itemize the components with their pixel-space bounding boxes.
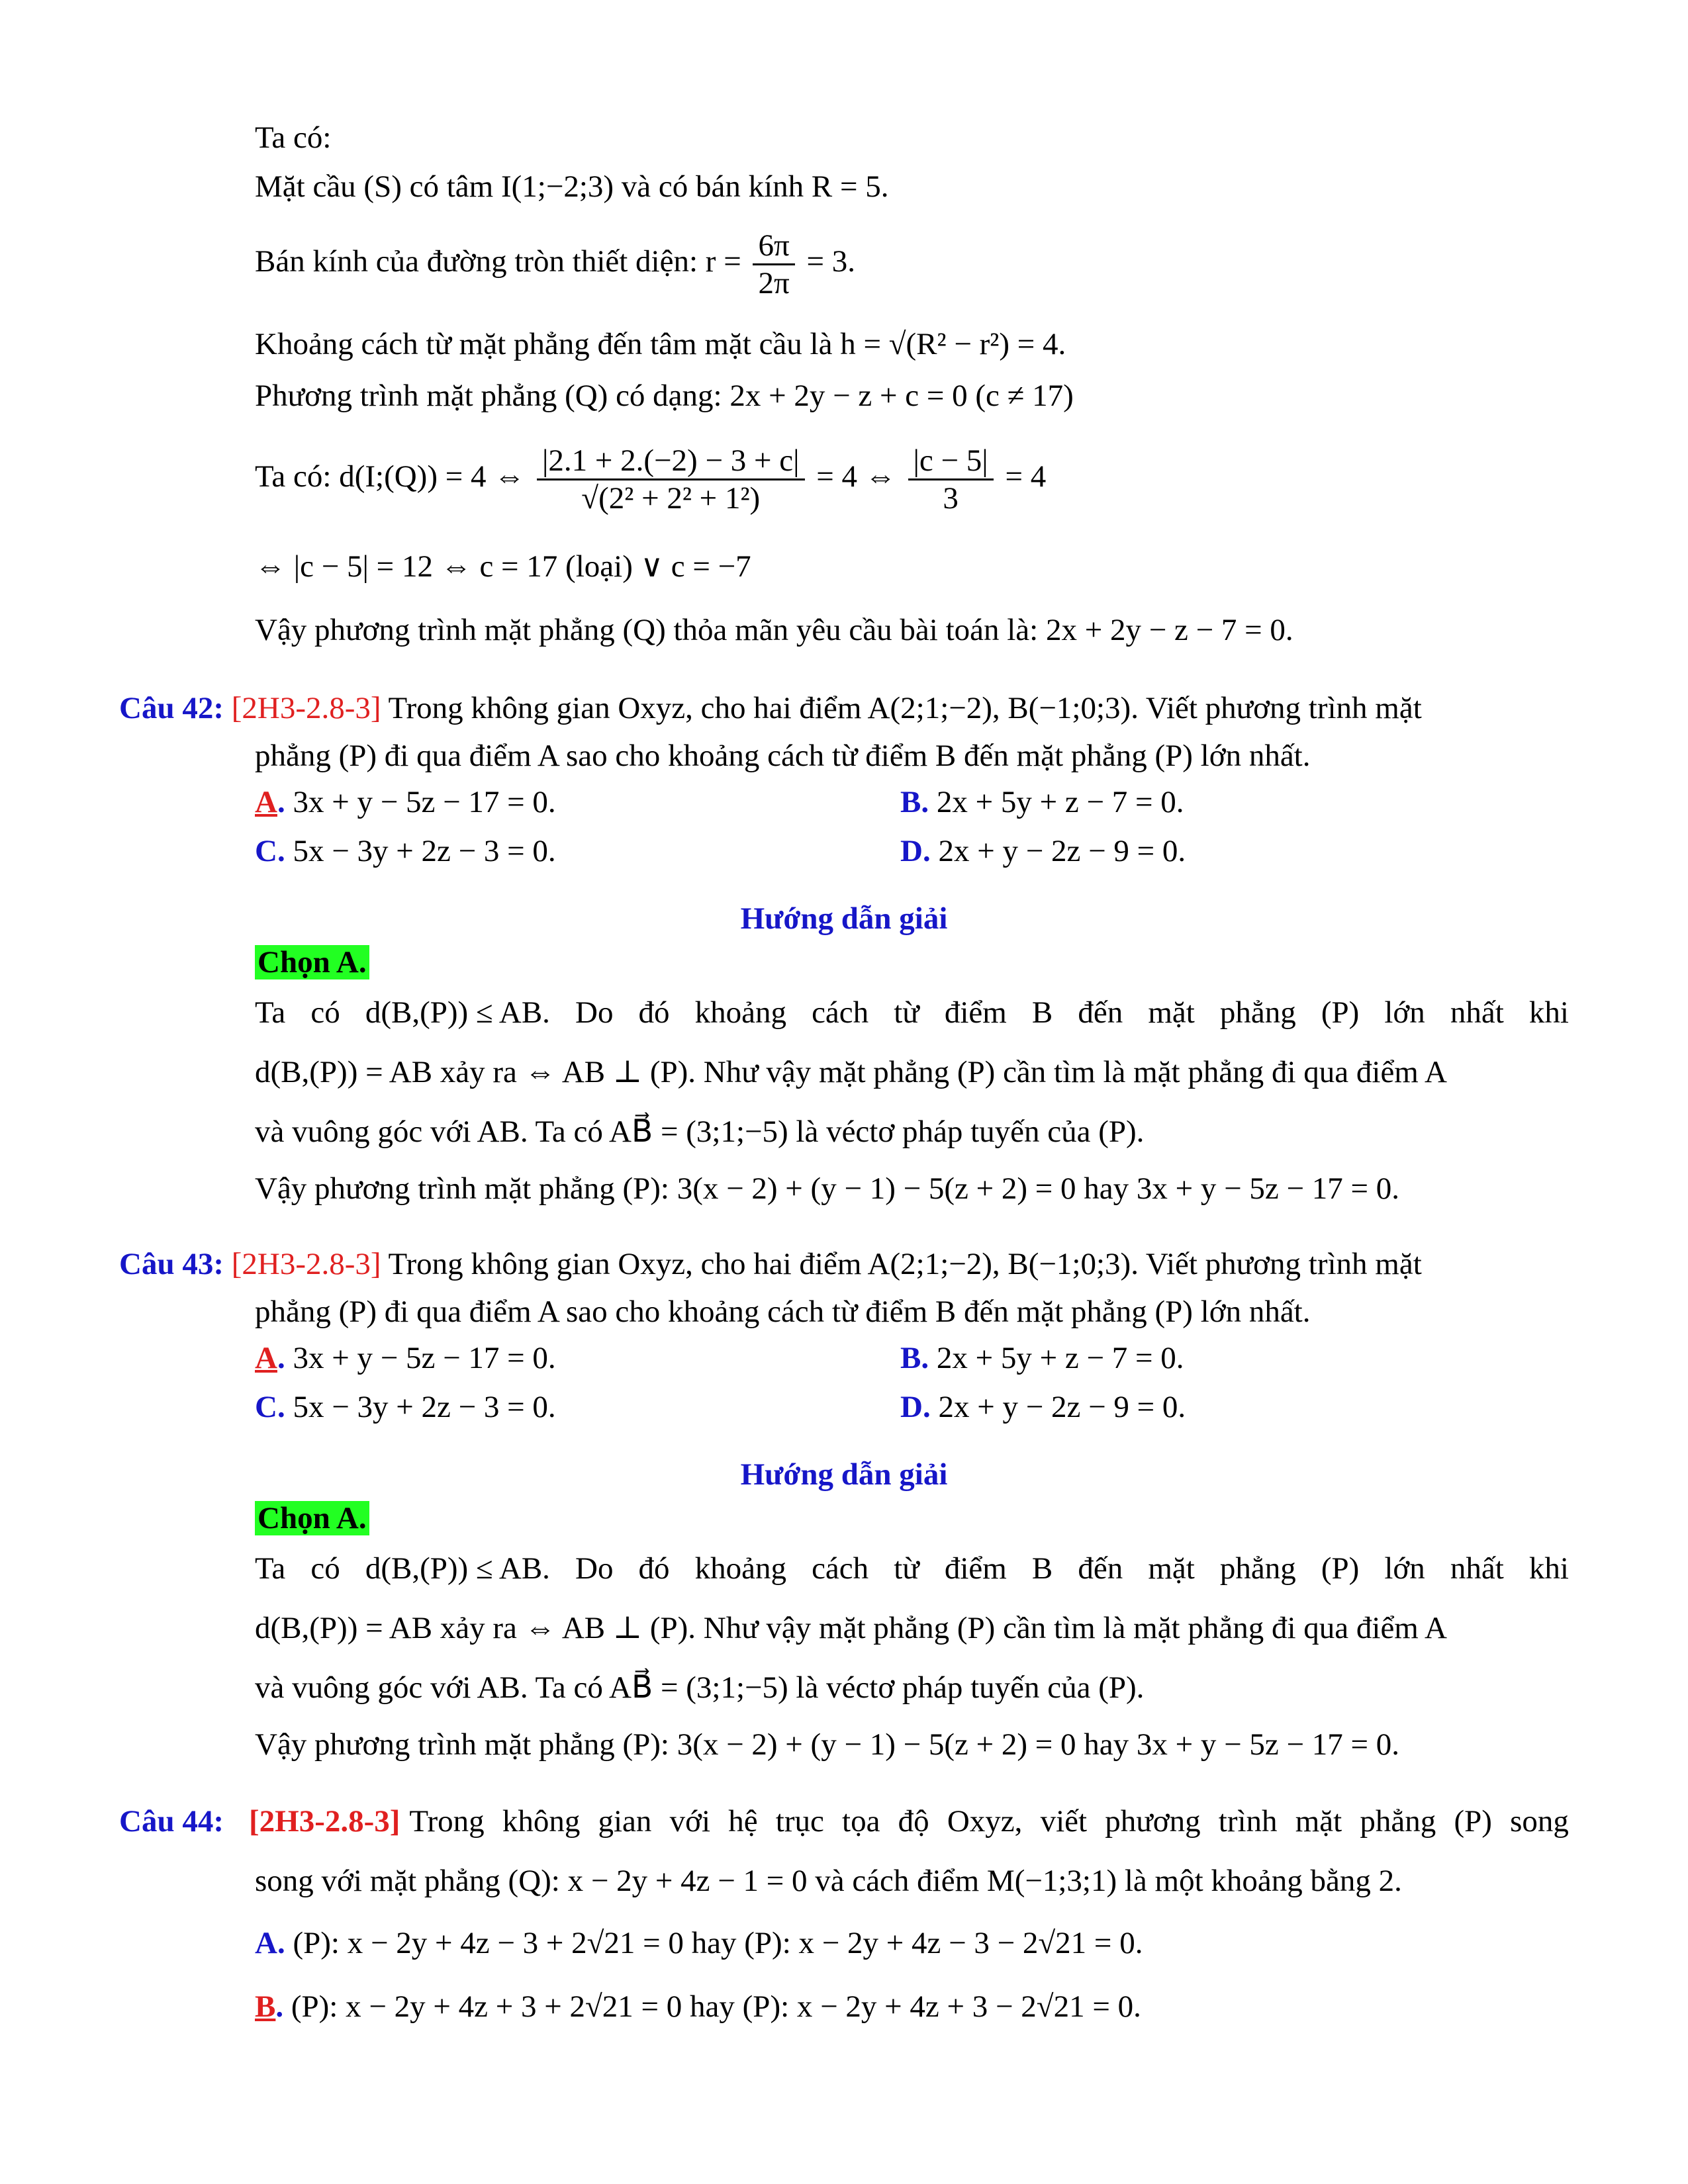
option-a-text: 3x + y − 5z − 17 = 0. xyxy=(293,785,556,819)
option-d-text: 2x + y − 2z − 9 = 0. xyxy=(938,834,1186,868)
question-44-text-1-word: viết xyxy=(1040,1804,1088,1839)
question-42-solution-1-word: Ta xyxy=(255,995,286,1030)
option-a-text: 3x + y − 5z − 17 = 0. xyxy=(293,1341,556,1375)
question-44-label: Câu 44: xyxy=(119,1804,224,1839)
question-43-solution-2: d(B,(P)) = AB xảy ra ⇔ AB ⊥ (P). Như vậy mặt phẳng (P) cần tìm là mặt phẳng đi qua điểm A xyxy=(255,1611,1447,1645)
question-43-solution-1-word: từ xyxy=(894,1551,919,1586)
question-43-solution-1-word: đó xyxy=(638,1551,670,1586)
question-44-text-1-word: phương xyxy=(1105,1804,1201,1839)
fraction-c5-denominator: 3 xyxy=(943,480,959,516)
question-43-guide-heading: Hướng dẫn giải xyxy=(740,1457,948,1492)
question-43-label: Câu 43: xyxy=(119,1247,224,1281)
question-42-solution-1-word: đến xyxy=(1078,995,1123,1030)
question-42-solution-1-word: khoảng xyxy=(694,995,786,1030)
question-43-solution-1-word: có xyxy=(310,1551,340,1586)
question-43-solution-1-word: phẳng xyxy=(1219,1551,1296,1586)
question-42-choose-line xyxy=(255,942,369,982)
question-42-solution-1-word: cách xyxy=(812,995,869,1030)
solution-line-7: ⇔ |c − 5| = 12 ⇔ c = 17 (loại) ∨ c = −7 xyxy=(255,549,751,584)
fraction-c5-numerator: |c − 5| xyxy=(908,443,994,480)
option-d-letter: D. xyxy=(900,1390,931,1424)
question-44-text-1-word: Trong xyxy=(409,1804,485,1839)
question-42-solution-1-word: mặt xyxy=(1148,995,1195,1030)
option-c-letter: C. xyxy=(255,834,285,868)
question-43-solution-1-word: điểm xyxy=(944,1551,1007,1586)
question-44-text-1-word: Oxyz, xyxy=(947,1804,1023,1839)
question-44-text-1-word: mặt xyxy=(1295,1804,1342,1839)
question-43-solution-1-word: lớn xyxy=(1384,1551,1425,1586)
solution-line-4: Khoảng cách từ mặt phẳng đến tâm mặt cầu là h = √(R² − r²) = 4. xyxy=(255,327,1066,361)
option-b-letter: B xyxy=(255,1989,276,2024)
question-44-text-1-word: không xyxy=(502,1804,581,1839)
question-44-text-1-word: với xyxy=(669,1804,711,1839)
option-c-letter: C. xyxy=(255,1390,285,1424)
question-44-text-1-word: trình xyxy=(1218,1804,1278,1839)
question-44-text-1-word: tọa xyxy=(842,1804,880,1839)
question-42-solution-1-word: Do xyxy=(575,995,614,1030)
question-42-option-a: A. 3x + y − 5z − 17 = 0. xyxy=(255,785,556,819)
question-43-text-1: Trong không gian Oxyz, cho hai điểm A(2;1;−2), B(−1;0;3). Viết phương trình mặt xyxy=(388,1247,1422,1281)
question-42-solution-1-word: đó xyxy=(638,995,670,1030)
question-43-solution-1-word: cách xyxy=(812,1551,869,1586)
question-44-option-a xyxy=(255,1923,1143,1963)
question-42-text-1: Trong không gian Oxyz, cho hai điểm A(2;1;−2), B(−1;0;3). Viết phương trình mặt xyxy=(388,691,1422,725)
solution-line-3 xyxy=(255,225,855,301)
question-43-option-b xyxy=(900,1338,1184,1378)
question-44-text-1-word: gian xyxy=(598,1804,652,1839)
question-44-text-1-word: độ xyxy=(898,1804,929,1839)
question-43-solution-1-word: Do xyxy=(575,1551,614,1586)
question-42-solution-1-word: d(B,(P)) ≤ AB. xyxy=(365,995,550,1030)
question-42-choose: Chọn A. xyxy=(255,945,369,979)
solution-line-2: Mặt cầu (S) có tâm I(1;−2;3) và có bán kính R = 5. xyxy=(255,169,889,204)
question-42-solution-1-word: nhất xyxy=(1450,995,1504,1030)
question-44-code: [2H3-2.8-3] xyxy=(248,1804,400,1839)
option-c-text: 5x − 3y + 2z − 3 = 0. xyxy=(293,834,556,868)
solution-line-1: Ta có: xyxy=(255,120,332,155)
question-44-text-1-word: song xyxy=(1510,1804,1569,1839)
fraction-distance xyxy=(537,443,805,516)
question-43-choose: Chọn A. xyxy=(255,1501,369,1535)
question-44-text-2: song với mặt phẳng (Q): x − 2y + 4z − 1 = 0 và cách điểm M(−1;3;1) là một khoảng bằng 2. xyxy=(255,1864,1402,1898)
option-b-letter: B. xyxy=(900,785,929,819)
option-a-letter: A. xyxy=(255,1926,285,1960)
question-43-solution-1-word: nhất xyxy=(1450,1551,1504,1586)
question-42-text-2: phẳng (P) đi qua điểm A sao cho khoảng cách từ điểm B đến mặt phẳng (P) lớn nhất. xyxy=(255,739,1311,773)
question-43-text-2: phẳng (P) đi qua điểm A sao cho khoảng cách từ điểm B đến mặt phẳng (P) lớn nhất. xyxy=(255,1295,1311,1329)
question-42-guide-heading: Hướng dẫn giải xyxy=(740,901,948,936)
question-44-text-1 xyxy=(409,1801,1569,1841)
option-a-letter: A xyxy=(255,1341,277,1375)
question-43-solution-1-word: khi xyxy=(1528,1551,1569,1586)
fraction-r xyxy=(753,228,794,301)
question-43-option-d xyxy=(900,1387,1186,1427)
solution-line-3-text: Bán kính của đường tròn thiết diện: r = xyxy=(255,244,741,279)
question-42-solution-1-word: điểm xyxy=(944,995,1007,1030)
question-42-option-d xyxy=(900,831,1186,871)
question-43-solution-1-word: mặt xyxy=(1148,1551,1195,1586)
question-42-solution-1-word: từ xyxy=(894,995,919,1030)
option-b-text: 2x + 5y + z − 7 = 0. xyxy=(936,785,1184,819)
question-42-solution-1-word: phẳng xyxy=(1219,995,1296,1030)
question-42-solution-3: và vuông góc với AB. Ta có AB⃗ = (3;1;−5) là véctơ pháp tuyến của (P). xyxy=(255,1115,1145,1149)
option-b-letter: B. xyxy=(900,1341,929,1375)
question-44-line-1 xyxy=(119,1801,1569,1841)
question-43-solution-1-word: khoảng xyxy=(694,1551,786,1586)
question-43-solution-1-word: B xyxy=(1031,1551,1053,1586)
question-44-text-1-word: trục xyxy=(775,1804,824,1839)
question-42-solution-1-word: lớn xyxy=(1384,995,1425,1030)
question-43-solution-1 xyxy=(255,1549,1569,1588)
question-43-solution-1-word: Ta xyxy=(255,1551,286,1586)
option-a-text: (P): x − 2y + 4z − 3 + 2√21 = 0 hay (P): x − 2y + 4z − 3 − 2√21 = 0. xyxy=(293,1926,1143,1960)
question-42-solution-4: Vậy phương trình mặt phẳng (P): 3(x − 2) + (y − 1) − 5(z + 2) = 0 hay 3x + y − 5z − 17 = 0. xyxy=(255,1171,1400,1206)
question-43-solution-4: Vậy phương trình mặt phẳng (P): 3(x − 2) + (y − 1) − 5(z + 2) = 0 hay 3x + y − 5z − 17 = 0. xyxy=(255,1727,1400,1762)
question-42-solution-2: d(B,(P)) = AB xảy ra ⇔ AB ⊥ (P). Như vậy mặt phẳng (P) cần tìm là mặt phẳng đi qua điểm A xyxy=(255,1055,1447,1089)
question-44-option-b: B. (P): x − 2y + 4z + 3 + 2√21 = 0 hay (P): x − 2y + 4z + 3 − 2√21 = 0. xyxy=(255,1989,1141,2024)
solution-line-5: Phương trình mặt phẳng (Q) có dạng: 2x + 2y − z + c = 0 (c ≠ 17) xyxy=(255,379,1074,413)
question-43-choose-line xyxy=(255,1498,369,1538)
option-b-text: (P): x − 2y + 4z + 3 + 2√21 = 0 hay (P): x − 2y + 4z + 3 − 2√21 = 0. xyxy=(291,1989,1141,2024)
option-a-letter: A xyxy=(255,785,277,819)
option-d-letter: D. xyxy=(900,834,931,868)
question-43-line-1 xyxy=(119,1244,1422,1284)
solution-line-8: Vậy phương trình mặt phẳng (Q) thỏa mãn yêu cầu bài toán là: 2x + 2y − z − 7 = 0. xyxy=(255,613,1293,647)
question-42-code: [2H3-2.8-3] xyxy=(231,691,381,725)
question-44-text-1-word: phẳng xyxy=(1360,1804,1436,1839)
question-42-label: Câu 42: xyxy=(119,691,224,725)
question-43-solution-3: và vuông góc với AB. Ta có AB⃗ = (3;1;−5) là véctơ pháp tuyến của (P). xyxy=(255,1670,1145,1705)
question-43-solution-1-word: đến xyxy=(1078,1551,1123,1586)
option-c-text: 5x − 3y + 2z − 3 = 0. xyxy=(293,1390,556,1424)
option-d-text: 2x + y − 2z − 9 = 0. xyxy=(938,1390,1186,1424)
question-43-solution-1-word: d(B,(P)) ≤ AB. xyxy=(365,1551,550,1586)
question-43-option-c xyxy=(255,1387,556,1427)
question-43-solution-1-word: (P) xyxy=(1321,1551,1360,1586)
question-44-text-1-word: hệ xyxy=(728,1804,758,1839)
question-43-option-a: A. 3x + y − 5z − 17 = 0. xyxy=(255,1341,556,1375)
question-43-code: [2H3-2.8-3] xyxy=(231,1247,381,1281)
fraction-distance-denominator: √(2² + 2² + 1²) xyxy=(581,480,761,516)
question-42-solution-1-word: (P) xyxy=(1321,995,1360,1030)
solution-line-6-b: = 4 ⇔ xyxy=(816,459,896,494)
question-42-option-b xyxy=(900,782,1184,822)
fraction-r-numerator: 6π xyxy=(753,228,794,265)
question-42-line-1 xyxy=(119,688,1422,728)
question-42-solution-1-word: có xyxy=(310,995,340,1030)
solution-line-6-c: = 4 xyxy=(1005,459,1047,494)
question-42-solution-1-word: khi xyxy=(1528,995,1569,1030)
fraction-r-denominator: 2π xyxy=(758,265,790,300)
solution-line-3-end: = 3. xyxy=(806,244,855,279)
option-b-text: 2x + 5y + z − 7 = 0. xyxy=(936,1341,1184,1375)
solution-line-6 xyxy=(255,437,1046,516)
fraction-distance-numerator: |2.1 + 2.(−2) − 3 + c| xyxy=(537,443,805,480)
solution-line-6-a: Ta có: d(I;(Q)) = 4 ⇔ xyxy=(255,459,526,494)
question-44-text-1-word: (P) xyxy=(1454,1804,1492,1839)
fraction-c5 xyxy=(908,443,994,516)
question-42-solution-1-word: B xyxy=(1031,995,1053,1030)
question-42-solution-1 xyxy=(255,993,1569,1032)
question-42-option-c xyxy=(255,831,556,871)
